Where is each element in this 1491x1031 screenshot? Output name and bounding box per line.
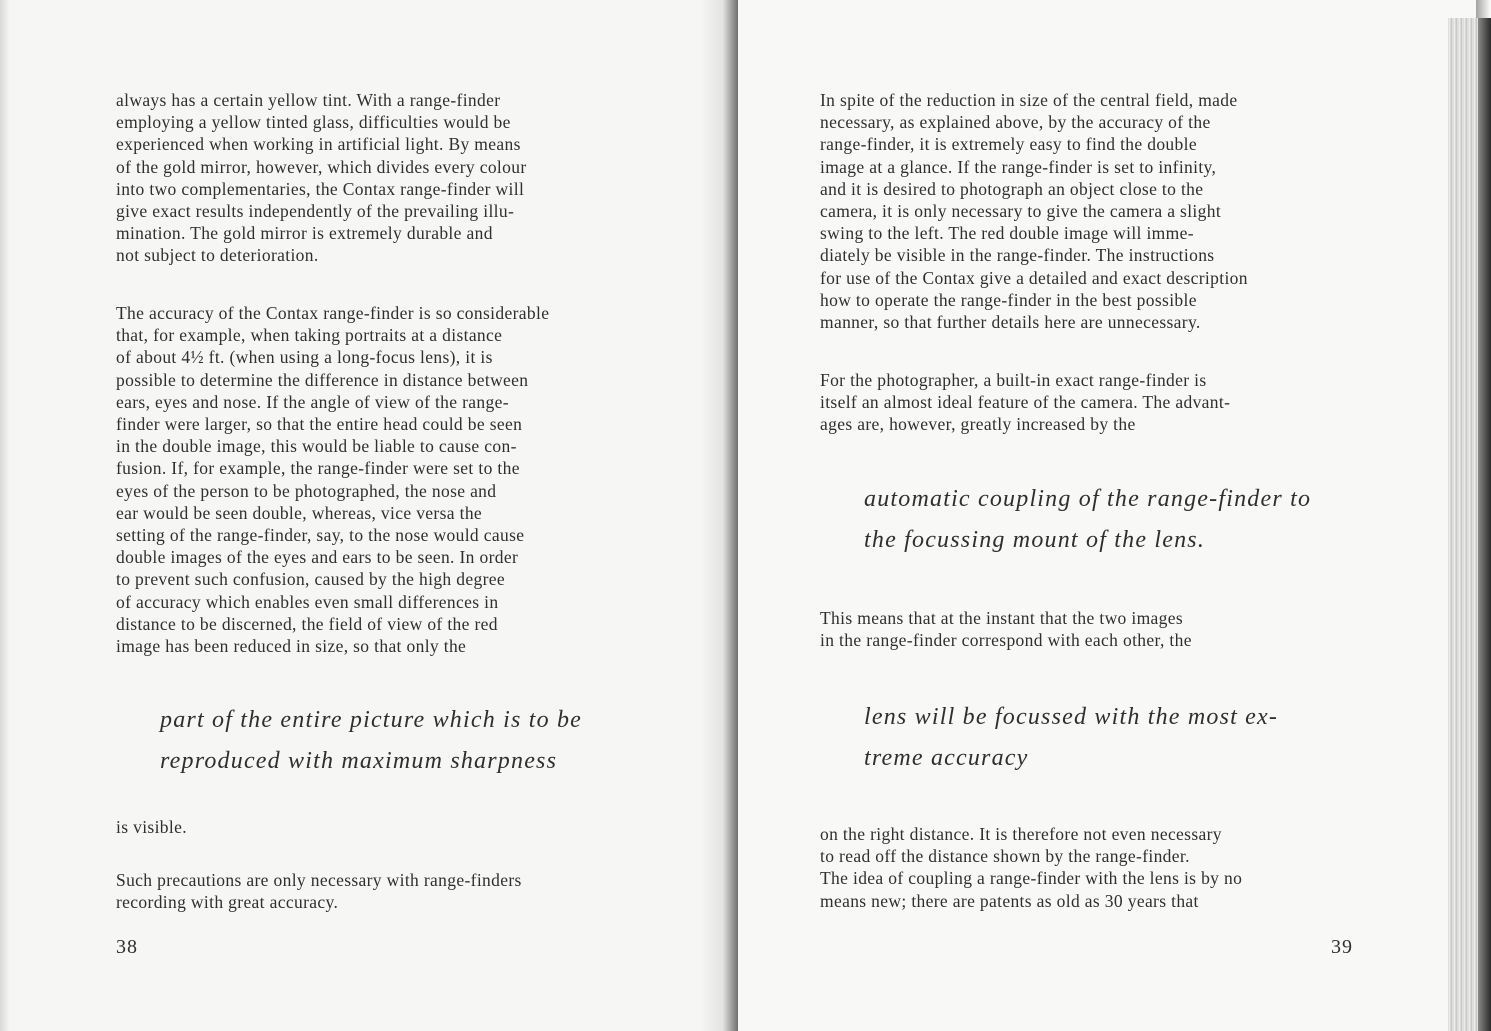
left-paragraph-1: always has a certain yellow tint. With a range-finder employing a yellow tinted glass, difficulties would be experienced when working in artificial light. By means of the gold mirror, however, which divides every colour into two complementaries, the Contax range-finder will give exact results independently of the prevailing illu- mination. The gold mirror is extremely durable and not subject to deterioration. <box>116 90 527 266</box>
book-cover-edge <box>1478 18 1491 1031</box>
left-emphasis: part of the entire picture which is to be reproduced with maximum sharpness <box>160 707 583 774</box>
right-emphasis-1: automatic coupling of the range-finder to the focussing mount of the lens. <box>864 486 1312 553</box>
right-paragraph-3: This means that at the instant that the two images in the range-finder correspond with each other, the <box>820 608 1192 651</box>
page-number-left: 38 <box>116 936 138 958</box>
right-paragraph-1: In spite of the reduction in size of the central field, made necessary, as explained above, by the accuracy of the range-finder, it is extremely easy to find the double image at a glance. If the range-finder is set to infinity, and it is desired to photograph an object close to the camera, it is only necessary to give the camera a slight swing to the left. The red double image will imme- diately be visible in the range-finder. The instructions for use of the Contax give a detailed and exact description how to operate the range-finder in the best possible manner, so that further details here are unnecessary. <box>820 90 1248 333</box>
right-paragraph-2: For the photographer, a built-in exact range-finder is itself an almost ideal feature of the camera. The advant- ages are, however, greatly increased by the <box>820 370 1231 435</box>
left-paragraph-4: Such precautions are only necessary with range-finders recording with great accuracy. <box>116 870 522 913</box>
left-page <box>0 0 738 1031</box>
gutter-shadow-left <box>700 0 738 1031</box>
left-paragraph-3: is visible. <box>116 817 187 837</box>
page-edge-shadow <box>0 0 10 1031</box>
page-number-right: 39 <box>1331 936 1353 958</box>
right-emphasis-2: lens will be focussed with the most ex- treme accuracy <box>864 704 1279 771</box>
left-paragraph-2: The accuracy of the Contax range-finder is so considerable that, for example, when taking portraits at a distance of about 4½ ft. (when using a long-focus lens), it is possible to determine the difference in distance between ears, eyes and nose. If the angle of view of the range- finder were larger, so that the entire head could be seen in the double image, this would be liable to cause con- fusion. If, for example, the range-finder were set to the eyes of the person to be photographed, the nose and ear would be seen double, whereas, vice versa the setting of the range-finder, say, to the nose would cause double images of the eyes and ears to be seen. In order to prevent such confusion, caused by the high degree of accuracy which enables even small differences in distance to be discerned, the field of view of the red image has been reduced in size, so that only the <box>116 303 550 657</box>
right-paragraph-4: on the right distance. It is therefore not even necessary to read off the distance shown by the range-finder. The idea of coupling a range-finder with the lens is by no means new; there are patents as old as 30 years that <box>820 824 1243 911</box>
